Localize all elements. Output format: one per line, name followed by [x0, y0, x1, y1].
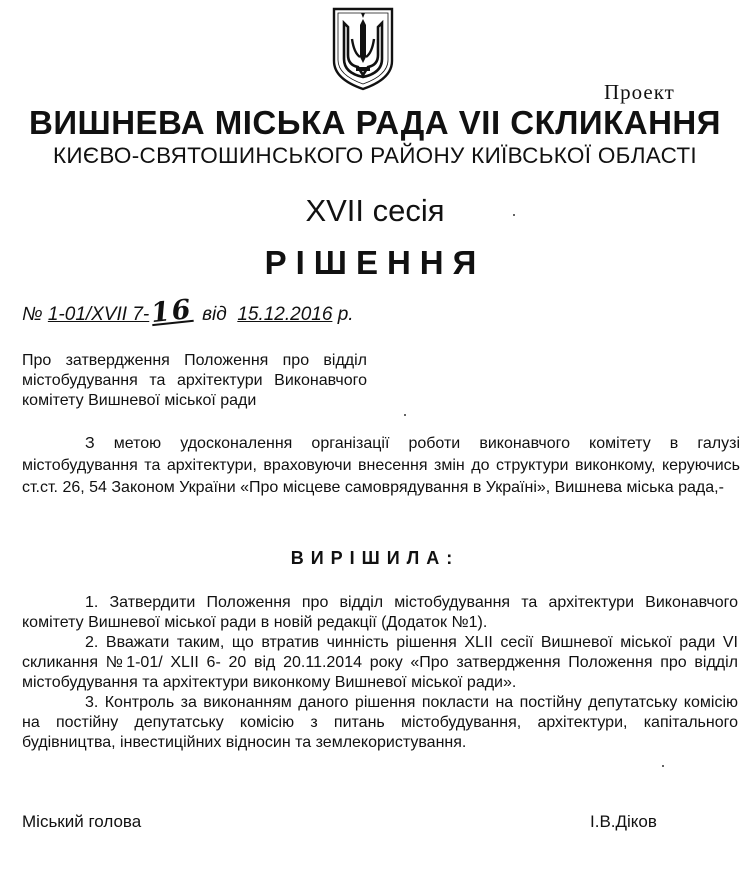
handwritten-number: 16 — [149, 293, 195, 330]
subject-line: Про затвердження Положення про відділ — [22, 352, 367, 369]
trident-coat-of-arms-icon — [330, 5, 396, 91]
subject-line: містобудування та архітектури Виконавчого — [22, 372, 367, 389]
session-title: XVII сесія — [305, 193, 445, 228]
decision-date: 15.12.2016 — [237, 304, 333, 325]
council-title: ВИШНЕВА МІСЬКА РАДА VII СКЛИКАННЯ — [29, 104, 721, 141]
number-prefix: № — [22, 304, 43, 325]
scan-speck — [662, 765, 664, 767]
decision-number-line — [22, 293, 354, 330]
decision-item: 3. Контроль за виконанням даного рішення покласти на постійну депутатську комісію на постійну депутатську комісію з питань містобудування, архітектури, капітального будівництва, інвестиційних відносин та землекористування. — [22, 694, 738, 751]
scan-speck — [404, 414, 406, 416]
signature-name: І.В.Діков — [590, 812, 657, 831]
from-label: від — [202, 304, 227, 325]
subject-line: комітету Вишневої міської ради — [22, 392, 257, 409]
preamble — [22, 433, 740, 499]
decision-subject — [22, 351, 367, 411]
year-suffix: р. — [337, 304, 354, 325]
district-line: КИЄВО-СВЯТОШИНСЬКОГО РАЙОНУ КИЇВСЬКОЇ ОБЛАСТІ — [53, 143, 697, 168]
scan-speck — [513, 214, 515, 216]
decision-item: 2. Вважати таким, що втратив чинність рішення XLII сесії Вишневої міської ради VI скликання №1-01/ XLII 6- 20 від 20.11.2014 року «Про затвердження Положення про відділ містобудування та архітектури виконкому Вишневої міської ради». — [22, 634, 738, 691]
preamble-text: З метою удосконалення організації роботи виконавчого комітету в галузі містобудування та архітектури, враховуючи внесення змін до структури виконкому, керуючись ст.ст. 26, 54 Законом України «Про місцеве самоврядування в Україні», Вишнева міська рада,- — [22, 435, 740, 496]
decision-items — [22, 593, 738, 753]
decision-item: 1. Затвердити Положення про відділ містобудування та архітектури Виконавчого комітету Вишневої міської ради в новій редакції (Додаток №1). — [22, 594, 738, 631]
signature-position: Міський голова — [22, 812, 142, 831]
resolved-title: ВИРІШИЛА: — [290, 548, 460, 568]
decision-number: 1-01/XVII 7- — [47, 304, 150, 325]
decision-title: РІШЕННЯ — [264, 244, 486, 281]
draft-label: Проект — [604, 80, 675, 104]
